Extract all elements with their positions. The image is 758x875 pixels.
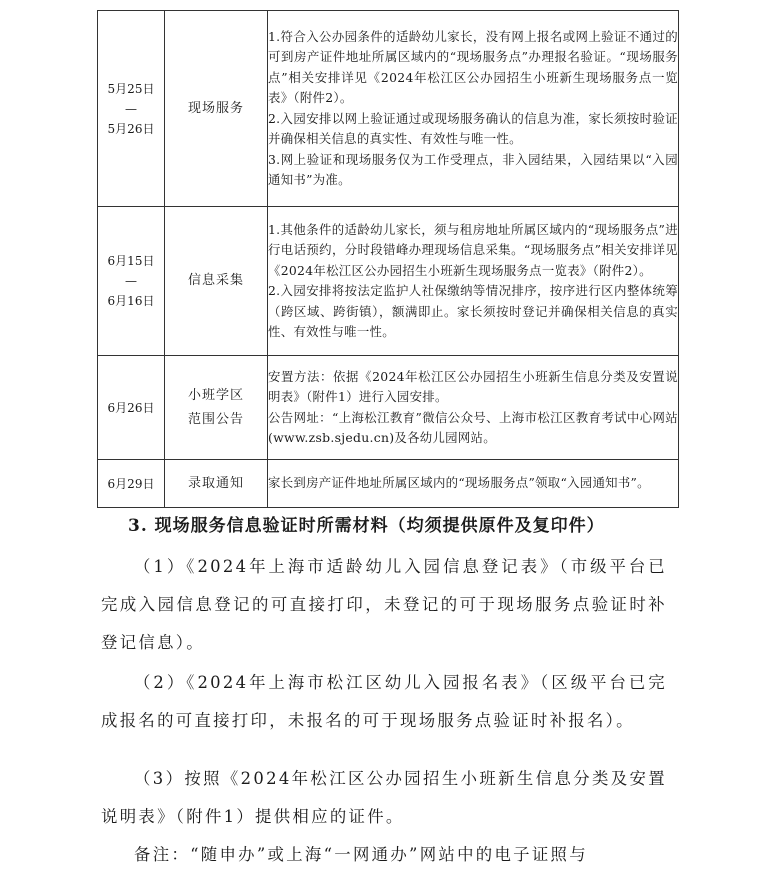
item-line: 范围公告: [187, 411, 244, 427]
date-dash: —: [125, 101, 137, 116]
date-cell: 6月29日: [98, 460, 165, 508]
date-dash: —: [125, 274, 137, 288]
desc-line: 1.符合入公办园条件的适龄幼儿家长，没有网上报名或网上验证不通过的可到房产证件地址所属区域内的“现场服务点”办理报名验证。“现场服务点”相关安排详见《2024年松江区公办园招生小班新生现场服务点一览表》（附件2）。: [268, 28, 678, 105]
item-cell: 信息采集: [165, 207, 268, 356]
date-start: 6月15日: [107, 254, 155, 268]
desc-cell: [268, 460, 679, 508]
table-row: [98, 11, 679, 207]
table-row: [98, 207, 679, 356]
table-row: [98, 460, 679, 508]
date-cell: 6月26日: [98, 356, 165, 460]
desc-line: 家长到房产证件地址所属区域内的“现场服务点”领取“入园通知书”。: [268, 475, 650, 491]
date-cell: [98, 207, 165, 356]
desc-line: 2.入园安排以网上验证通过或现场服务确认的信息为准，家长须按时验证并确保相关信息的真实性、有效性与唯一性。: [268, 110, 678, 146]
desc-line: 3.网上验证和现场服务仅为工作受理点，非入园结果，入园结果以“入园通知书”为准。: [268, 151, 678, 187]
desc-line: 2.入园安排将按法定监护人社保缴纳等情况排序，按序进行区内整体统筹（跨区域、跨街镇），额满即止。家长须按时登记并确保相关信息的真实性、有效性与唯一性。: [268, 283, 678, 339]
desc-line: 安置方法：依据《2024年松江区公办园招生小班新生信息分类及安置说明表》（附件1）进行入园安排。: [268, 368, 678, 404]
paragraph: （2）《2024年上海市松江区幼儿入园报名表》（区级平台已完成报名的可直接打印，未报名的可于现场服务点验证时补报名）。: [101, 673, 667, 730]
paragraph: （1）《2024年上海市适龄幼儿入园信息登记表》（市级平台已完成入园信息登记的可直接打印，未登记的可于现场服务点验证时补登记信息）。: [101, 557, 667, 652]
section-heading: 3. 现场服务信息验证时所需材料（均须提供原件及复印件）: [128, 516, 605, 536]
item-cell: 现场服务: [165, 11, 268, 207]
desc-line: 1.其他条件的适龄幼儿家长，须与租房地址所属区域内的“现场服务点”进行电话预约，分时段错峰办理现场信息采集。“现场服务点”相关安排详见《2024年松江区公办园招生小班新生现场服务点一览表》（附件2）。: [268, 221, 678, 278]
date-cell: [98, 11, 165, 207]
desc-cell: [268, 11, 679, 207]
table-row: [98, 356, 679, 460]
item-line: 小班学区: [187, 387, 244, 403]
item-cell: [165, 356, 268, 460]
date-end: 5月26日: [107, 121, 155, 136]
date-end: 6月16日: [107, 294, 155, 308]
desc-line: 公告网址：“上海松江教育”微信公众号、上海市松江区教育考试中心网站(www.zsb.sjedu.cn)及各幼儿园网站。: [268, 409, 678, 445]
item-cell: 录取通知: [165, 460, 268, 508]
paragraph: （3）按照《2024年松江区公办园招生小班新生信息分类及安置说明表》（附件1）提供相应的证件。: [101, 769, 667, 826]
desc-cell: [268, 207, 679, 356]
desc-cell: [268, 356, 679, 460]
paragraph: 备注：“随申办”或上海“一网通办”网站中的电子证照与: [134, 845, 588, 864]
date-start: 5月25日: [107, 81, 155, 96]
schedule-table: [97, 10, 679, 508]
